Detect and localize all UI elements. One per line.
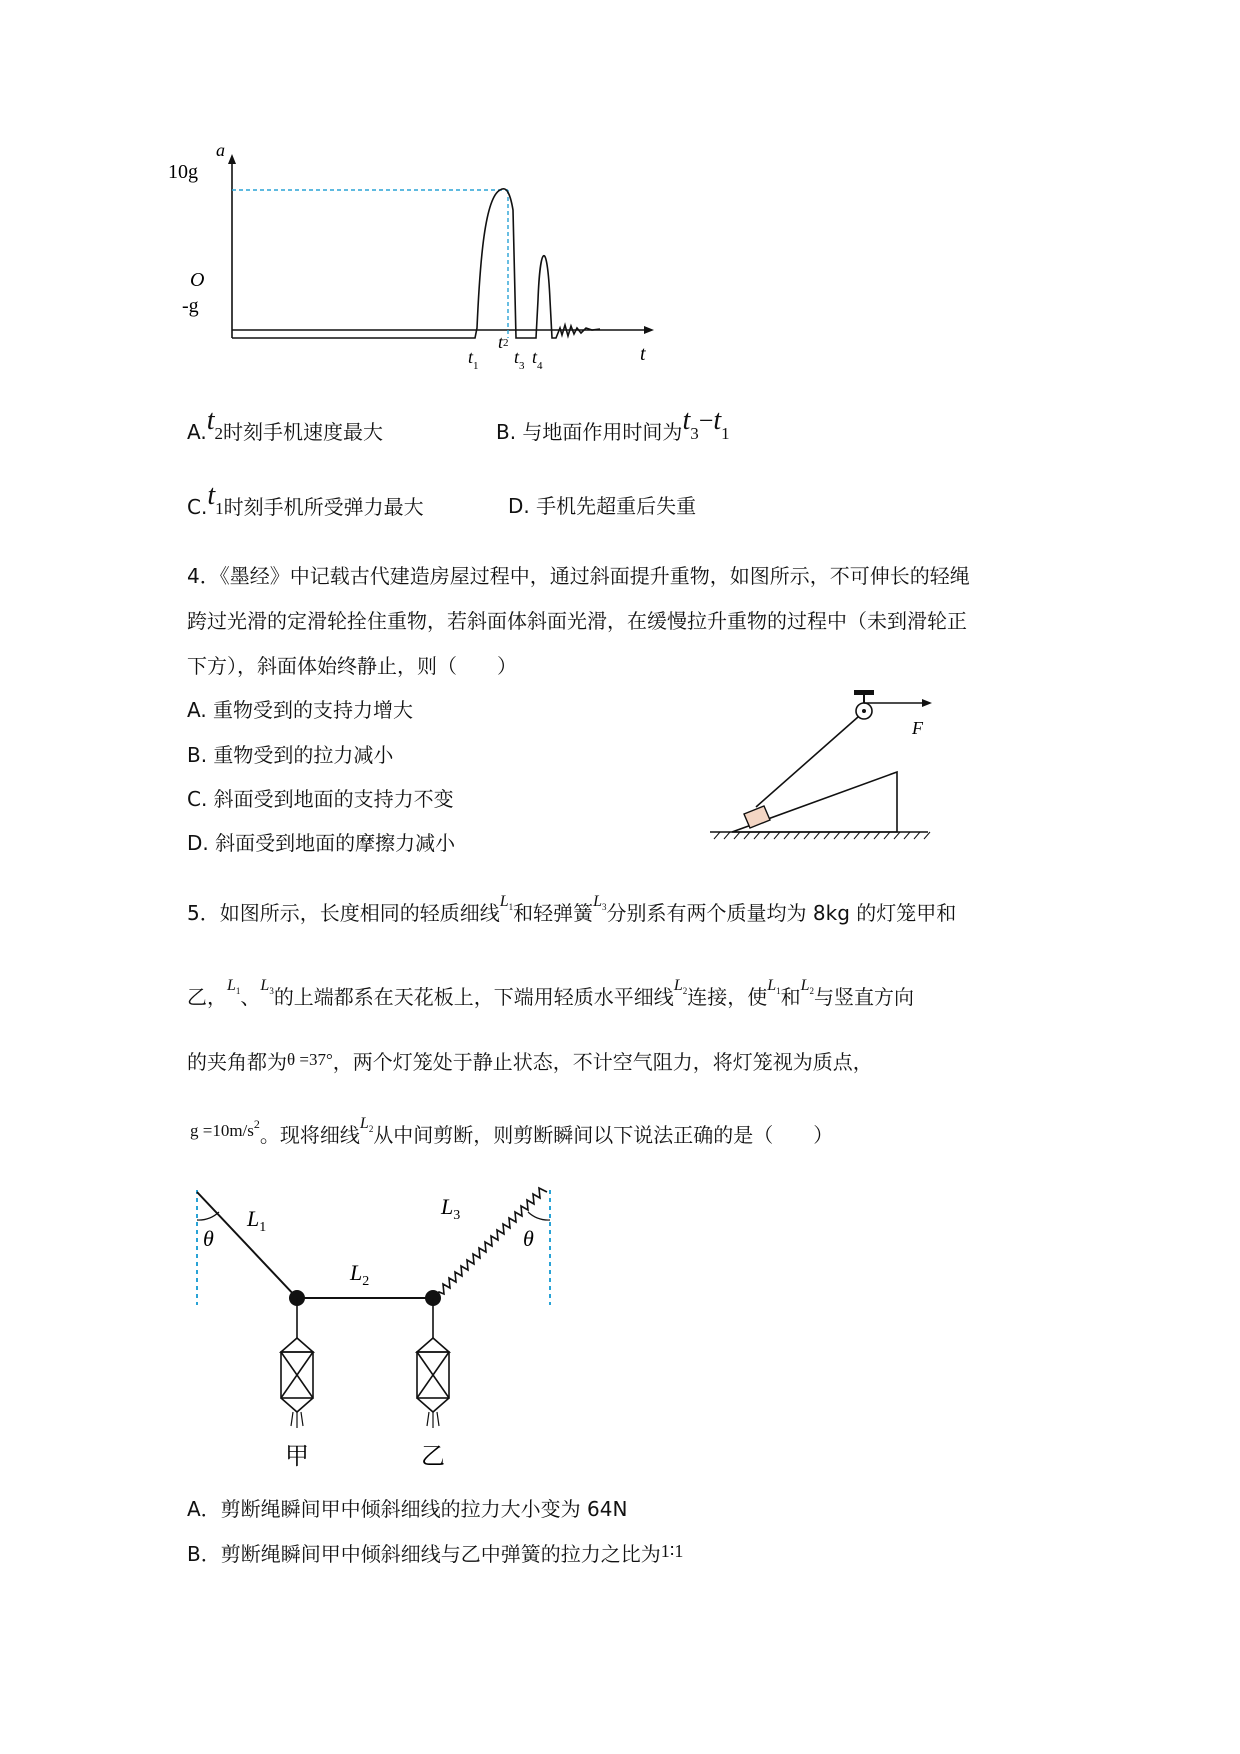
label-l1: $L_1$ xyxy=(247,1206,267,1235)
q5-l2-d: 连接，使 xyxy=(687,985,768,1009)
tick-t4: $t_4$ xyxy=(532,347,543,372)
symbol-l3: L3 xyxy=(260,977,274,997)
tick-t2: t2 xyxy=(498,332,509,352)
force-label: F xyxy=(912,718,923,738)
lantern-jia-label: 甲 xyxy=(285,1442,309,1470)
tick-t1: $t_1$ xyxy=(468,347,479,372)
q3-option-c-sub: 1 xyxy=(215,499,224,518)
q3-option-b-sub1: 3 xyxy=(690,424,699,443)
acceleration-curve xyxy=(232,189,600,338)
incline-pulley-figure xyxy=(700,682,940,842)
q5-stem-line3 xyxy=(187,1049,873,1077)
q3-option-a xyxy=(187,405,383,447)
symbol-l1: L1 xyxy=(499,893,514,913)
q4-stem-line2: 跨过光滑的定滑轮拴住重物，若斜面体斜面光滑，在缓慢拉升重物的过程中（未到滑轮正 xyxy=(187,609,967,633)
q4-stem-line1: 4．《墨经》中记载古代建造房屋过程中，通过斜面提升重物，如图所示，不可伸长的轻绳 xyxy=(187,564,970,588)
q5-l1-b: 和轻弹簧 xyxy=(513,901,594,925)
acceleration-time-graph xyxy=(168,140,660,380)
left-theta-label: θ xyxy=(203,1226,214,1251)
q3-option-b-var1: t xyxy=(682,405,691,436)
q3-option-b-minus: − xyxy=(698,406,714,435)
symbol-l2: L2 xyxy=(800,977,815,997)
label-10g: 10g xyxy=(168,161,198,183)
q5-option-a: A．剪断绳瞬间甲中倾斜细线的拉力大小变为 64N xyxy=(187,1497,628,1521)
q5-l2-c: 的上端都系在天花板上，下端用轻质水平细线 xyxy=(273,985,674,1009)
q5-stem-line4 xyxy=(190,1115,834,1156)
pulley-center xyxy=(862,709,866,713)
right-theta-arc xyxy=(528,1212,550,1220)
q5-l4-a: 。现将细线 xyxy=(259,1123,360,1147)
q5-g-value: g =10m/s2 xyxy=(190,1117,260,1140)
force-arrow xyxy=(922,699,932,707)
q3-option-a-prefix: A. xyxy=(187,420,207,444)
q5-l3-a: 的夹角都为 xyxy=(187,1050,287,1074)
symbol-l1: L1 xyxy=(767,977,781,997)
label-origin: O xyxy=(190,269,205,291)
right-theta-label: θ xyxy=(523,1226,534,1251)
q4-option-c: C. 斜面受到地面的支持力不变 xyxy=(187,787,454,811)
q5-l1-a: 5．如图所示，长度相同的轻质细线 xyxy=(187,901,500,925)
q5-l1-c: 分别系有两个质量均为 8kg 的灯笼甲和 xyxy=(606,901,957,925)
a-axis-arrow xyxy=(228,154,236,164)
ground-hatch xyxy=(714,832,930,839)
q5-l2-b: 、 xyxy=(240,985,261,1009)
lantern-jia xyxy=(281,1338,313,1428)
q5-l2-e: 和 xyxy=(780,985,801,1009)
t-axis-label: t xyxy=(640,343,646,365)
a-axis-label: a xyxy=(216,140,225,160)
t-axis-arrow xyxy=(644,326,654,334)
q5-theta-value: θ =37° xyxy=(287,1050,333,1069)
q5-l4-b: 从中间剪断，则剪断瞬间以下说法正确的是（ ） xyxy=(373,1123,834,1147)
q5-option-b xyxy=(187,1541,683,1568)
q5-l2-a: 乙， xyxy=(187,985,227,1009)
symbol-l1: L1 xyxy=(227,977,241,997)
q5-l3-b: ，两个灯笼处于静止状态，不计空气阻力，将灯笼视为质点， xyxy=(332,1050,873,1074)
q4-option-b: B. 重物受到的拉力减小 xyxy=(187,743,394,767)
q3-option-a-text: 时刻手机速度最大 xyxy=(222,420,383,444)
label-l2: $L_2$ xyxy=(350,1260,370,1289)
q3-option-b-sub2: 1 xyxy=(721,424,730,443)
q3-option-c xyxy=(187,480,424,522)
q5-option-b-text: B．剪断绳瞬间甲中倾斜细线与乙中弹簧的拉力之比为 xyxy=(187,1542,661,1566)
symbol-l2: L2 xyxy=(359,1115,374,1135)
label-l3: $L_3$ xyxy=(441,1194,461,1223)
rope-slanted xyxy=(756,717,858,807)
q3-option-b xyxy=(496,405,730,447)
q3-option-a-var: t xyxy=(206,405,215,436)
lantern-yi xyxy=(417,1338,449,1428)
lantern-yi-label: 乙 xyxy=(421,1442,445,1470)
q3-option-b-var2: t xyxy=(713,405,722,436)
label-neg-g: -g xyxy=(182,295,199,317)
lantern-figure xyxy=(185,1180,565,1480)
q3-option-a-sub: 2 xyxy=(214,424,223,443)
q4-option-a: A. 重物受到的支持力增大 xyxy=(187,698,414,722)
q3-option-c-var: t xyxy=(207,480,216,511)
q3-option-c-prefix: C. xyxy=(187,495,208,519)
q4-stem-line3: 下方），斜面体始终静止，则（ ） xyxy=(187,654,517,678)
q4-option-d: D. 斜面受到地面的摩擦力减小 xyxy=(187,831,456,855)
q3-option-d: D. 手机先超重后失重 xyxy=(508,494,697,518)
tick-t3: $t_3$ xyxy=(514,347,525,372)
q5-l2-f: 与竖直方向 xyxy=(814,985,915,1009)
pulley-mount xyxy=(854,690,874,695)
q3-option-c-text: 时刻手机所受弹力最大 xyxy=(223,495,424,519)
symbol-l3: L3 xyxy=(593,893,607,913)
q5-stem-line1 xyxy=(187,893,957,934)
q5-stem-line2 xyxy=(187,977,915,1018)
weight-block xyxy=(744,806,770,828)
symbol-l2: L2 xyxy=(673,977,688,997)
q5-option-b-ratio: 1∶1 xyxy=(660,1541,684,1561)
q3-option-b-prefix: B. 与地面作用时间为 xyxy=(496,420,683,444)
